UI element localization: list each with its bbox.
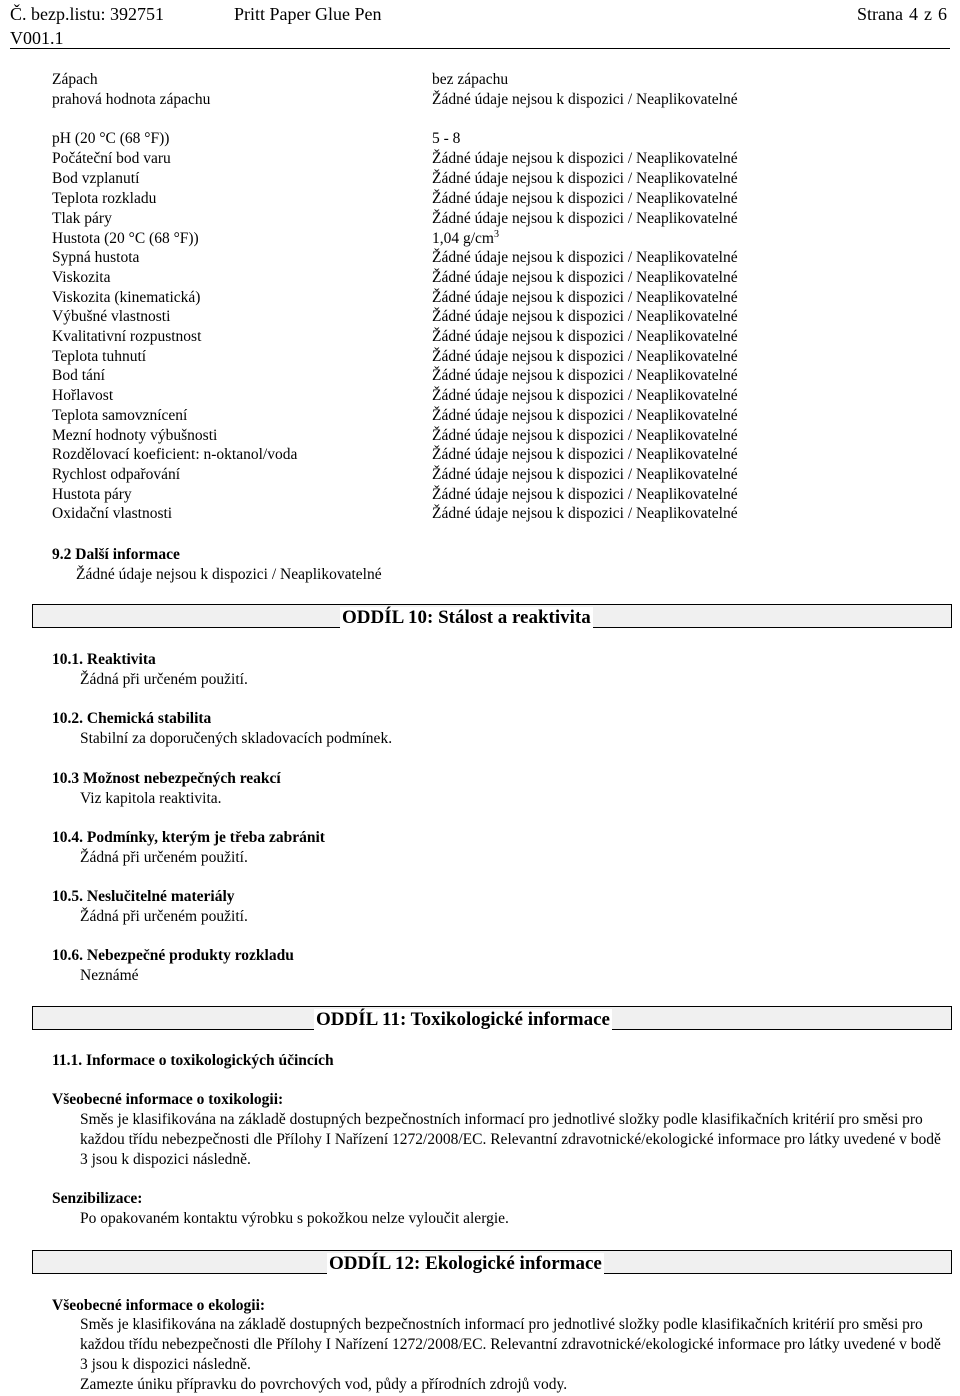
property-label: Viskozita — [52, 269, 111, 286]
product-name: Pritt Paper Glue Pen — [234, 4, 382, 24]
property-value: Žádné údaje nejsou k dispozici / Neaplikovatelné — [432, 427, 738, 444]
page-indicator — [854, 4, 950, 24]
property-value: Žádné údaje nejsou k dispozici / Neaplikovatelné — [432, 505, 738, 522]
property-label: Teplota samovznícení — [52, 407, 188, 424]
page-header — [10, 4, 950, 49]
sensitization-text: Po opakovaném kontaktu výrobku s pokožkou nelze vyloučit alergie. — [80, 1210, 509, 1227]
property-label: Teplota tuhnutí — [52, 348, 147, 365]
property-label: Oxidační vlastnosti — [52, 505, 173, 522]
property-label: Rozdělovací koeficient: n-oktanol/voda — [52, 446, 298, 463]
property-label: Bod tání — [52, 367, 105, 384]
property-value: Žádné údaje nejsou k dispozici / Neaplikovatelné — [432, 486, 738, 503]
property-value: Žádné údaje nejsou k dispozici / Neaplikovatelné — [432, 348, 738, 365]
subsection-11-1-title: 11.1. Informace o toxikologických účincích — [52, 1052, 334, 1069]
property-value: Žádné údaje nejsou k dispozici / Neaplikovatelné — [432, 407, 738, 424]
property-label: Viskozita (kinematická) — [52, 289, 201, 306]
property-value: Žádné údaje nejsou k dispozici / Neaplikovatelné — [432, 289, 738, 306]
ecology-extra-text: Zamezte úniku přípravku do povrchových vod, půdy a přírodních zdrojů vody. — [80, 1376, 568, 1393]
subsection-10-3-title: 10.3 Možnost nebezpečných reakcí — [52, 770, 281, 787]
property-value: Žádné údaje nejsou k dispozici / Neaplikovatelné — [432, 91, 738, 108]
section-12-header — [32, 1250, 952, 1274]
property-value: Žádné údaje nejsou k dispozici / Neaplikovatelné — [432, 308, 738, 325]
property-label: Hustota (20 °C (68 °F)) — [52, 230, 199, 247]
property-label: Výbušné vlastnosti — [52, 308, 171, 325]
subsection-10-1-title: 10.1. Reaktivita — [52, 651, 156, 668]
section-9-2-text: Žádné údaje nejsou k dispozici / Neaplikovatelné — [76, 566, 382, 583]
property-value: 5 - 8 — [432, 130, 461, 147]
subsection-10-6-title: 10.6. Nebezpečné produkty rozkladu — [52, 947, 294, 964]
property-label: Tlak páry — [52, 210, 112, 227]
property-label: Zápach — [52, 71, 98, 88]
subsection-10-4-text: Žádná při určeném použití. — [80, 849, 248, 866]
property-value: Žádné údaje nejsou k dispozici / Neaplikovatelné — [432, 367, 738, 384]
subsection-10-2-text: Stabilní za doporučených skladovacích podmínek. — [80, 730, 393, 747]
property-value: Žádné údaje nejsou k dispozici / Neaplikovatelné — [432, 249, 738, 266]
property-value: Žádné údaje nejsou k dispozici / Neaplikovatelné — [432, 170, 738, 187]
section-11-header — [32, 1006, 952, 1030]
ecology-general-title: Všeobecné informace o ekologii: — [52, 1297, 266, 1314]
property-label: Bod vzplanutí — [52, 170, 140, 187]
property-value: bez zápachu — [432, 71, 509, 88]
property-label: Kvalitativní rozpustnost — [52, 328, 202, 345]
subsection-10-4-title: 10.4. Podmínky, kterým je třeba zabránit — [52, 829, 325, 846]
density-unit-exponent: 3 — [494, 228, 499, 240]
property-label: Počáteční bod varu — [52, 150, 171, 167]
property-value: Žádné údaje nejsou k dispozici / Neaplikovatelné — [432, 150, 738, 167]
page-word: Strana — [857, 4, 903, 24]
section-11-title: ODDÍL 11: Toxikologické informace — [316, 1009, 610, 1030]
ecology-general-text: Směs je klasifikována na základě dostupných bezpečnostních informací pro jednotlivé složky podle klasifikačních kritérií pro směsi pro každou třídu nebezpečnosti dle Přílohy I Nařízení 1272/2008/EC. Relevantní zdravotnické/ekologické informace pro látky uvedené v bodě 3 jsou k dispozici následně. — [80, 1316, 941, 1373]
toxicology-general-text: Směs je klasifikována na základě dostupných bezpečnostních informací pro jednotlivé složky podle klasifikačních kritérií pro směsi pro každou třídu nebezpečnosti dle Přílohy I Nařízení 1272/2008/EC. Relevantní zdravotnické/ekologické informace pro látky uvedené v bodě 3 jsou k dispozici následně. — [80, 1111, 941, 1168]
document-number: Č. bezp.listu: 392751 — [10, 4, 164, 24]
page-total: 6 — [938, 4, 947, 24]
toxicology-general-title: Všeobecné informace o toxikologii: — [52, 1091, 284, 1108]
property-value: Žádné údaje nejsou k dispozici / Neaplikovatelné — [432, 328, 738, 345]
property-label: Teplota rozkladu — [52, 190, 157, 207]
subsection-10-5-title: 10.5. Neslučitelné materiály — [52, 888, 235, 905]
section-12-title: ODDÍL 12: Ekologické informace — [329, 1253, 602, 1274]
section-9-2-title: 9.2 Další informace — [52, 546, 180, 563]
property-value: Žádné údaje nejsou k dispozici / Neaplikovatelné — [432, 446, 738, 463]
density-value: 1,04 g/cm — [432, 230, 494, 247]
section-10-title: ODDÍL 10: Stálost a reaktivita — [342, 607, 591, 628]
property-label: Hořlavost — [52, 387, 114, 404]
property-label: pH (20 °C (68 °F)) — [52, 130, 170, 147]
subsection-10-1-text: Žádná při určeném použití. — [80, 671, 248, 688]
sensitization-title: Senzibilizace: — [52, 1190, 143, 1207]
property-label: Rychlost odpařování — [52, 466, 181, 483]
property-value: Žádné údaje nejsou k dispozici / Neaplikovatelné — [432, 190, 738, 207]
property-value: Žádné údaje nejsou k dispozici / Neaplikovatelné — [432, 466, 738, 483]
property-value — [432, 229, 499, 249]
property-value: Žádné údaje nejsou k dispozici / Neaplikovatelné — [432, 387, 738, 404]
property-value: Žádné údaje nejsou k dispozici / Neaplikovatelné — [432, 269, 738, 286]
property-label: Hustota páry — [52, 486, 132, 503]
page-current: 4 — [909, 4, 918, 24]
page-of: z — [924, 4, 932, 24]
subsection-10-2-title: 10.2. Chemická stabilita — [52, 710, 212, 727]
document-version: V001.1 — [10, 28, 64, 48]
property-label: prahová hodnota zápachu — [52, 91, 211, 108]
subsection-10-5-text: Žádná při určeném použití. — [80, 908, 248, 925]
subsection-10-6-text: Neznámé — [80, 967, 139, 984]
property-label: Mezní hodnoty výbušnosti — [52, 427, 218, 444]
property-value: Žádné údaje nejsou k dispozici / Neaplikovatelné — [432, 210, 738, 227]
section-10-header — [32, 604, 952, 628]
property-label: Sypná hustota — [52, 249, 140, 266]
subsection-10-3-text: Viz kapitola reaktivita. — [80, 790, 222, 807]
